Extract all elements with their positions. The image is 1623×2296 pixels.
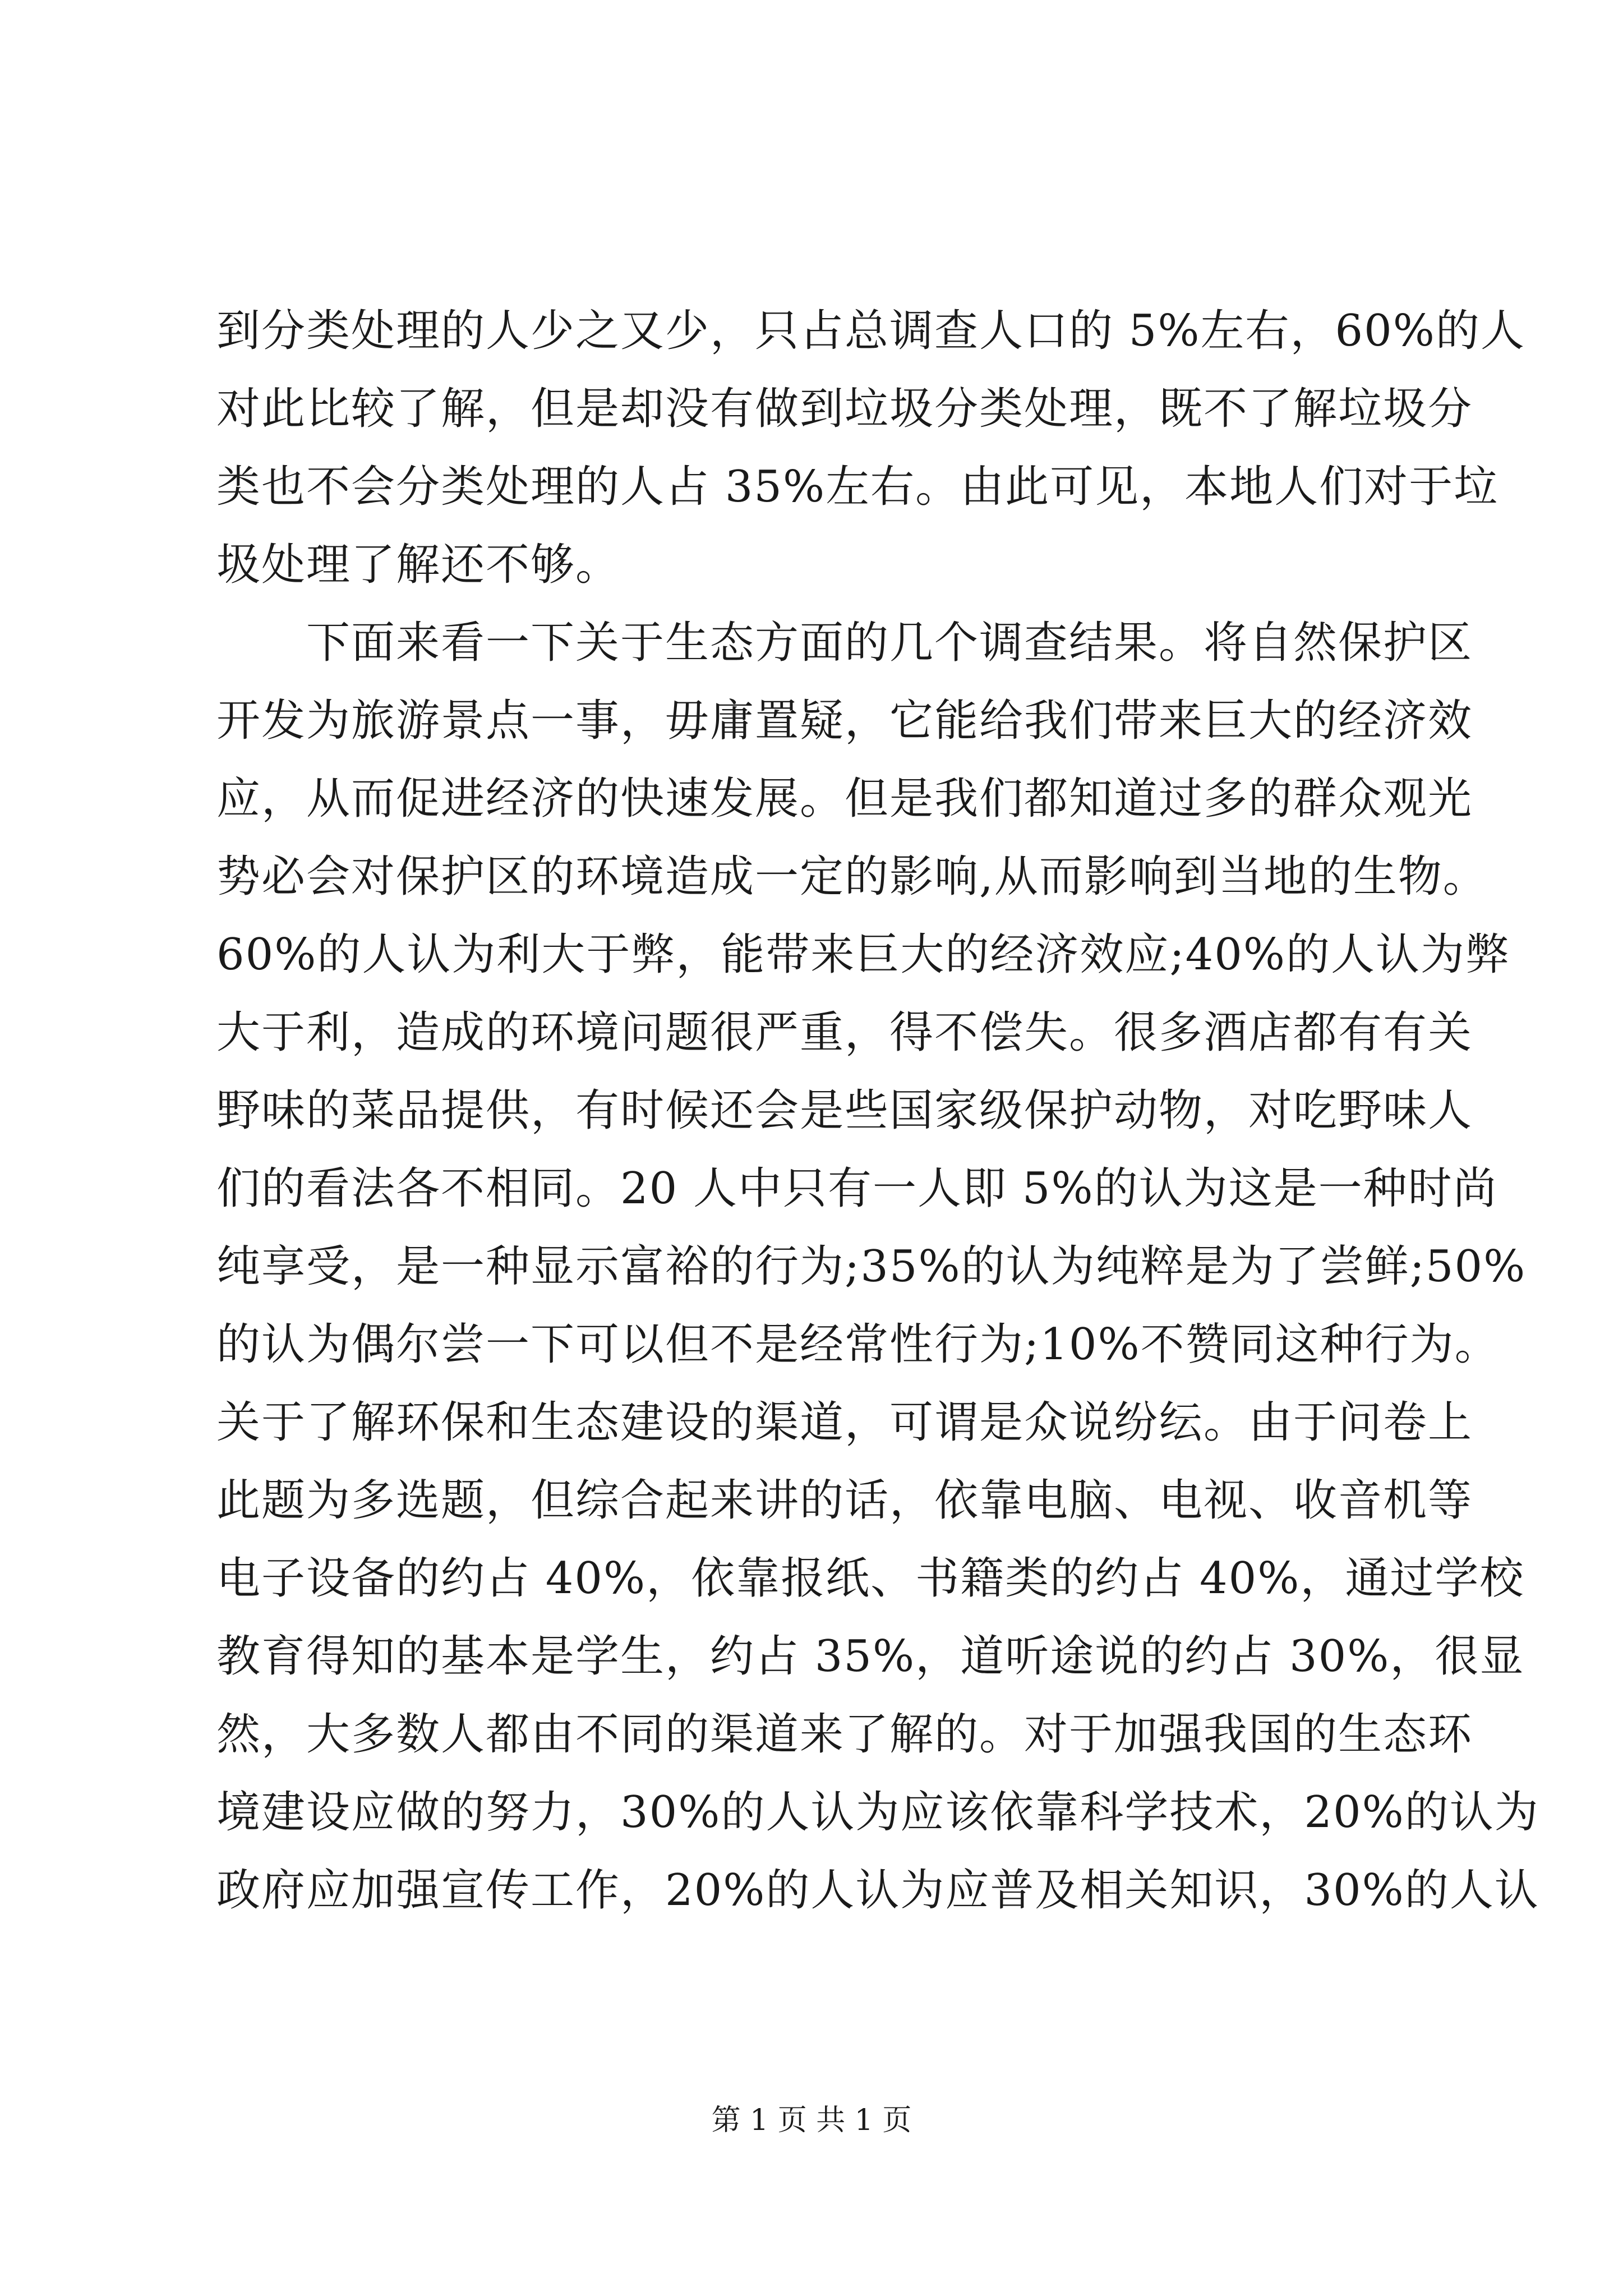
text-line-18: 教育得知的基本是学生，约占 35%，道听途说的约占 30%，很显 [216,1631,1525,1682]
text-line-21: 政府应加强宣传工作，20%的人认为应普及相关知识，30%的人认 [216,1865,1539,1916]
text-line-12: 们的看法各不相同。20 人中只有一人即 5%的认为这是一种时尚 [216,1163,1498,1214]
text-line-9: 60%的人认为利大于弊，能带来巨大的经济效应;40%的人认为弊 [216,930,1511,980]
page-footer: 第 1 页 共 1 页 [711,2104,912,2137]
text-line-16: 此题为多选题，但综合起来讲的话，依靠电脑、电视、收音机等 [216,1475,1473,1526]
text-line-11: 野味的菜品提供，有时候还会是些国家级保护动物，对吃野味人 [216,1085,1473,1136]
text-line-2: 对此比较了解，但是却没有做到垃圾分类处理，既不了解垃圾分 [216,384,1473,434]
text-line-13: 纯享受，是一种显示富裕的行为;35%的认为纯粹是为了尝鲜;50% [216,1241,1527,1292]
text-line-7: 应，从而促进经济的快速发展。但是我们都知道过多的群众观光 [216,774,1473,824]
text-line-1: 到分类处理的人少之又少，只占总调查人口的 5%左右，60%的人 [216,306,1525,356]
text-line-8: 势必会对保护区的环境造成一定的影响,从而影响到当地的生物。 [216,852,1488,902]
text-line-17: 电子设备的约占 40%，依靠报纸、书籍类的约占 40%，通过学校 [216,1553,1525,1604]
text-line-5: 下面来看一下关于生态方面的几个调查结果。将自然保护区 [216,618,1473,668]
text-line-10: 大于利，造成的环境问题很严重，得不偿失。很多酒店都有有关 [216,1007,1473,1058]
text-line-19: 然，大多数人都由不同的渠道来了解的。对于加强我国的生态环 [216,1709,1473,1760]
text-line-15: 关于了解环保和生态建设的渠道，可谓是众说纷纭。由于问卷上 [216,1397,1473,1448]
text-line-3: 类也不会分类处理的人占 35%左右。由此可见，本地人们对于垃 [216,462,1499,512]
text-line-20: 境建设应做的努力，30%的人认为应该依靠科学技术，20%的认为 [216,1787,1539,1838]
text-line-6: 开发为旅游景点一事，毋庸置疑，它能给我们带来巨大的经济效 [216,696,1473,746]
text-line-14: 的认为偶尔尝一下可以但不是经常性行为;10%不赞同这种行为。 [216,1319,1500,1370]
text-line-4: 圾处理了解还不够。 [216,540,621,590]
